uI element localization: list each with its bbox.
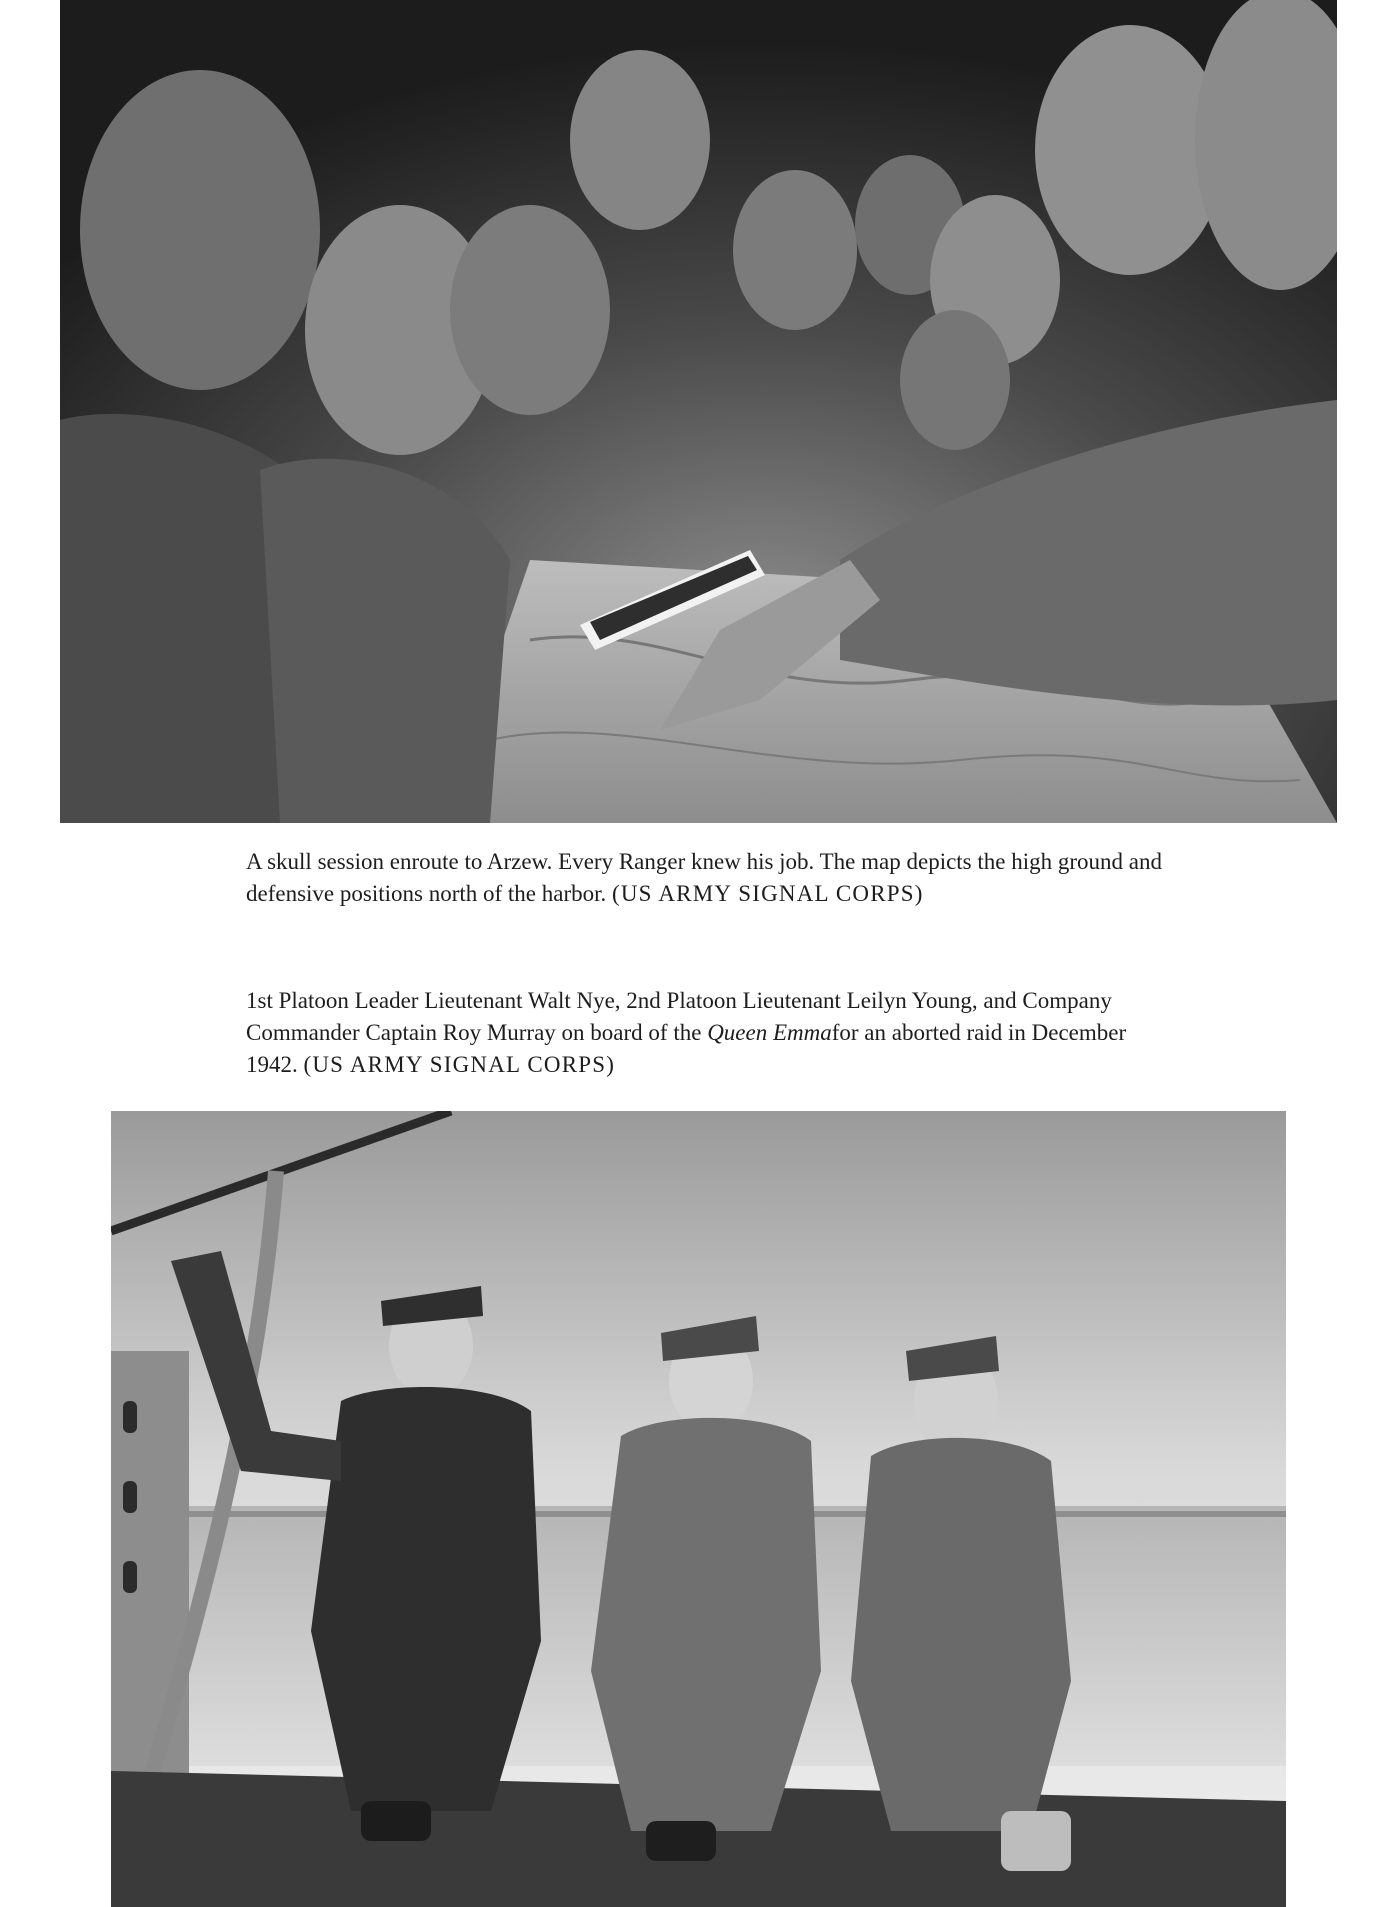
photo-map-briefing — [60, 0, 1337, 823]
photo-credit: (US ARMY SIGNAL CORPS) — [303, 1052, 616, 1077]
photo-credit: (US ARMY SIGNAL CORPS) — [612, 881, 924, 906]
photo-officers-image — [111, 1111, 1286, 1907]
caption-officers-text: 1st Platoon Leader Lieutenant Walt Nye, 2nd Platoon Lieutenant Leilyn Young, and Company Commander Captain Roy Murray on board of the — [246, 988, 1112, 1045]
ship-name: Queen Emma — [707, 1020, 832, 1045]
caption-map-briefing-text: A skull session enroute to Arzew. Every Ranger knew his job. The map depicts the high ground and defensive positions north of the harbor. — [246, 849, 1162, 906]
caption-map-briefing — [246, 846, 1166, 910]
photo-map-briefing-image — [60, 0, 1337, 823]
caption-officers — [246, 985, 1166, 1081]
photo-officers-on-deck — [111, 1111, 1286, 1907]
caption-officers-text-end: for an aborted raid in December 1942. — [246, 1020, 1127, 1077]
